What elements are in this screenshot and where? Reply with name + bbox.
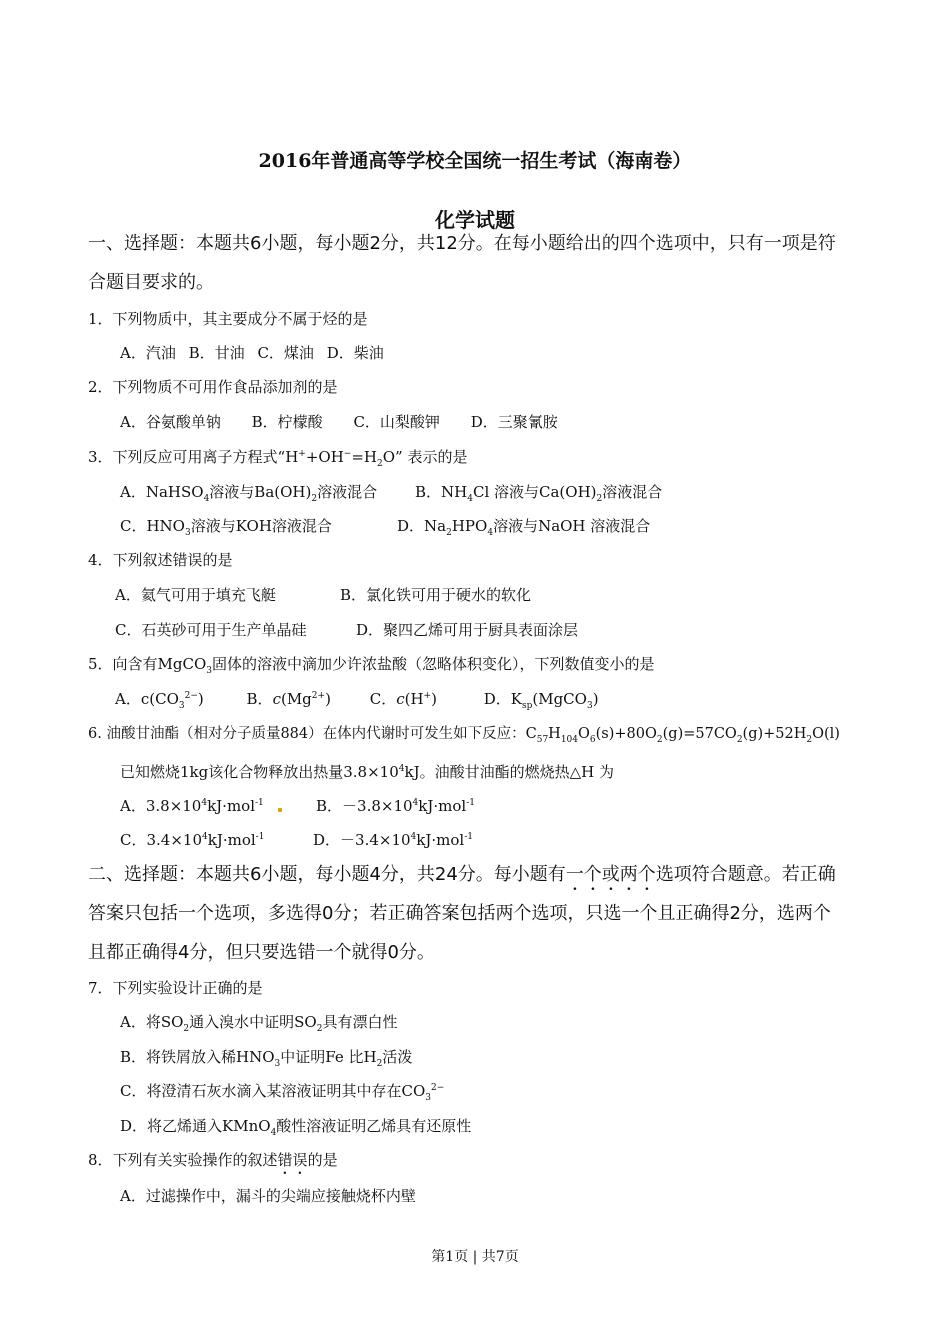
option-a: A．汽油 — [120, 344, 176, 362]
option-b: B．甘油 — [188, 344, 245, 362]
question-7-option-a: A．将$SO_2$通入溴水中证明$SO_2$具有漂白性 — [120, 1013, 398, 1034]
section1-instruction-line1: 一、选择题：本题共6小题，每小题2分，共12分。在每小题给出的四个选项中，只有一项是符 — [88, 233, 836, 254]
question-3-option-d: D．$Na_2HPO_4$溶液与NaOH 溶液混合 — [397, 517, 651, 538]
subject-title: 化学试题 — [435, 208, 515, 232]
question-6-line2: 已知燃烧1kg该化合物释放出热量$3.8\times 10^4kJ$。油酸甘油酯的燃烧热△H 为 — [120, 763, 614, 781]
question-4-option-c: C．石英砂可用于生产单晶硅 — [115, 621, 307, 639]
question-4-option-b: B．氯化铁可用于硬水的软化 — [340, 586, 532, 604]
section2-instruction-line1: 二、选择题：本题共6小题，每小题4分，共24分。每小题有一个或两个选项符合题意。若正确 — [88, 864, 836, 885]
option-c: C．c(H+) — [369, 690, 437, 708]
question-6-option-a: A．$3.8\times 10^4kJ\cdot mol^{-1}$ — [120, 797, 264, 815]
question-8-stem: 8．下列有关实验操作的叙述错误的是 — [88, 1151, 338, 1169]
question-1-options — [120, 343, 384, 363]
question-7-option-d: D．将乙烯通入KMnO$_4$酸性溶液证明乙烯具有还原性 — [120, 1117, 472, 1138]
option-c: C．煤油 — [257, 344, 314, 362]
section2-instruction-line2: 答案只包括一个选项，多选得0分；若正确答案包括两个选项，只选一个且正确得2分，选两个 — [88, 903, 831, 924]
exam-title: 2016年普通高等学校全国统一招生考试（海南卷） — [258, 150, 692, 172]
question-4-option-a: A．氦气可用于填充飞艇 — [115, 586, 276, 604]
question-7-option-c: C．将澄清石灰水滴入某溶液证明其中存在$CO_3^{2-}$ — [120, 1082, 445, 1103]
question-4-stem: 4．下列叙述错误的是 — [88, 551, 233, 569]
option-b: B．$c(Mg^{2+})$ — [246, 690, 331, 708]
question-6-stem: 6. 油酸甘油酯（相对分子质量884）在体内代谢时可发生如下反应：$C_{57}H_{104}O_6(s)+80O_2(g)=57CO_2(g)+52H_2O(l)$ — [88, 726, 840, 745]
stray-mark — [278, 808, 282, 812]
question-1-stem: 1．下列物质中，其主要成分不属于烃的是 — [88, 310, 368, 328]
option-d: D．柴油 — [326, 344, 384, 362]
question-3-option-b: B．$NH_4Cl$ 溶液与$Ca(OH)_2$溶液混合 — [415, 483, 663, 504]
question-8-option-a: A．过滤操作中，漏斗的尖端应接触烧杯内壁 — [120, 1187, 416, 1205]
option-c: C．山梨酸钾 — [353, 413, 440, 431]
question-5-stem: 5．向含有MgCO$_3$固体的溶液中滴加少许浓盐酸（忽略体积变化），下列数值变小的是 — [88, 655, 655, 676]
section1-instruction-line2: 合题目要求的。 — [88, 272, 214, 293]
question-6-option-d: D．$-3.4\times 10^4kJ\cdot mol^{-1}$ — [313, 831, 473, 849]
option-b: B．柠檬酸 — [251, 413, 323, 431]
question-2-options — [120, 412, 558, 432]
question-6-option-c: C．$3.4\times 10^4kJ\cdot mol^{-1}$ — [120, 831, 265, 849]
option-a: A．谷氨酸单钠 — [120, 413, 221, 431]
question-3-option-c: C．$HNO_3$溶液与KOH溶液混合 — [120, 517, 332, 538]
question-4-option-d: D．聚四乙烯可用于厨具表面涂层 — [356, 621, 579, 639]
option-d: D．$K_{sp}(MgCO_3)$ — [483, 690, 599, 711]
question-7-stem: 7．下列实验设计正确的是 — [88, 979, 263, 997]
option-a: A．$c(CO_3^{2-})$ — [115, 690, 204, 711]
section2-instruction-line3: 且都正确得4分，但只要选错一个就得0分。 — [88, 942, 435, 963]
question-3-option-a: A．NaHSO$_4$溶液与$Ba(OH)_2$溶液混合 — [120, 483, 378, 504]
question-3-stem: 3．下列反应可用离子方程式“$H^++OH^-=H_2O$” 表示的是 — [88, 448, 468, 469]
question-2-stem: 2．下列物质不可用作食品添加剂的是 — [88, 378, 338, 396]
question-5-options — [115, 689, 599, 709]
page-footer: 第1页 | 共7页 — [431, 1249, 519, 1265]
option-d: D．三聚氰胺 — [470, 413, 558, 431]
question-6-option-b: B．$-3.8\times 10^4kJ\cdot mol^{-1}$ — [316, 797, 475, 815]
question-7-option-b: B．将铁屑放入稀$HNO_3$中证明Fe 比$H_2$活泼 — [120, 1048, 413, 1069]
